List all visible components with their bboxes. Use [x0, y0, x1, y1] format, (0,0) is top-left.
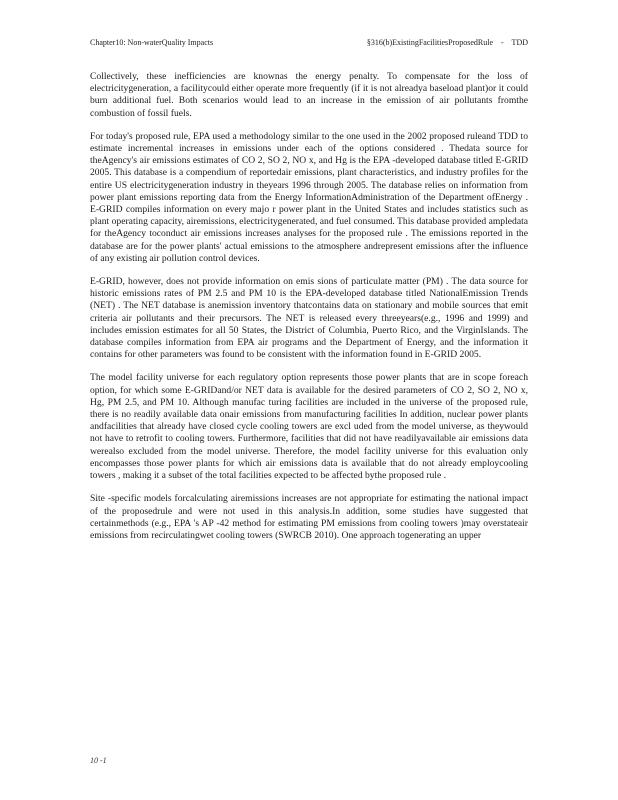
paragraph-model-facility-universe: The model facility universe for each regulatory option represents those power plants that are in scope foreach option, for which some E-GRIDand/or NET data is available for the desired parameters of CO 2, SO 2, NO x, Hg, PM 2.5, and PM 10. Although manufac turing facilities are included in the universe of the proposed rule, there is no readily available data onair emissions from manufacturing facilities In addition, nuclear power plants andfacilities that already have closed cycle cooling towers are excl uded from the model universe, as theywould not have to retrofit to cooling towers. Furthermore, facilities that did not have readilyavailable air emissions data werealso excluded from the model universe. Therefore, the model facility universe for this evaluation only encompasses those power plants for which air emissions data is available that do not already employcooling towers , making it a subset of the total facilities expected to be affected bythe proposed rule .	[90, 372, 528, 482]
paragraph-site-specific-models: Site -specific models forcalculating airemissions increases are not appropriate for estimating the national impact of the proposedrule and were not used in this analysis.In addition, some studies have suggested that certainmethods (e.g., EPA 's AP -42 method for estimating PM emissions from cooling towers )may overstateair emissions from recirculatingwet cooling towers (SWRCB 2010). One approach togenerating an upper	[90, 493, 528, 541]
paragraph-egrid-methodology: For today's proposed rule, EPA used a methodology similar to the one used in the 2002 proposed ruleand TDD to estimate incremental increases in emissions under each of the options considered . Thedata source for theAgency's air emissions estimates of CO 2, SO 2, NO x, and Hg is the EPA -developed database titled E-GRID 2005. This database is a compendium of reportedair emissions, plant characteristics, and industry profiles for the entire US electricitygeneration industry in theyears 1996 through 2005. The database relies on information from power plant emissions reporting data from the Energy InformationAdministration of the Department ofEnergy . E-GRID compiles information on every majo r power plant in the United States and includes statistics such as plant operating capacity, airemissions, electricitygenerated, and fuel consumed. This database provided ampledata for theAgency toconduct air emissions increases analyses for the proposed rule . The emissions reported in the database are for the power plants' actual emissions to the atmosphere andrepresent emissions after the influence of any existing air pollution control devices.	[90, 130, 528, 264]
header-document-title: §316(b)ExistingFacilitiesProposedRule - TDD	[366, 38, 528, 47]
paragraph-particulate-matter-net: E-GRID, however, does not provide information on emis sions of particulate matter (PM) . The data source for historic emissions rates of PM 2.5 and PM 10 is the EPA-developed database titled NationalEmission Trends (NET) . The NET database is anemission inventory thatcontains data on stationary and mobile sources that emit criteria air pollutants and their precursors. The NET is released every threeyears(e.g., 1996 and 1999) and includes emission estimates for all 50 States, the District of Columbia, Puerto Rico, and the VirginIslands. The database compiles information from EPA air programs and the Department of Energy, and the information it contains for other parameters was found to be consistent with the information found in E-GRID 2005.	[90, 276, 528, 361]
page-body	[90, 71, 528, 553]
paragraph-energy-penalty: Collectively, these inefficiencies are knownas the energy penalty. To compensate for the loss of electricitygeneration, a facilitycould either operate more frequently (if it is not alreadya baseload plant)or it could burn additional fuel. Both scenarios would lead to an increase in the emission of air pollutants fromthe combustion of fossil fuels.	[90, 71, 528, 119]
page-number: 10 -1	[90, 756, 107, 765]
header-chapter-title: Chapter10: Non-waterQuality Impacts	[90, 38, 214, 47]
